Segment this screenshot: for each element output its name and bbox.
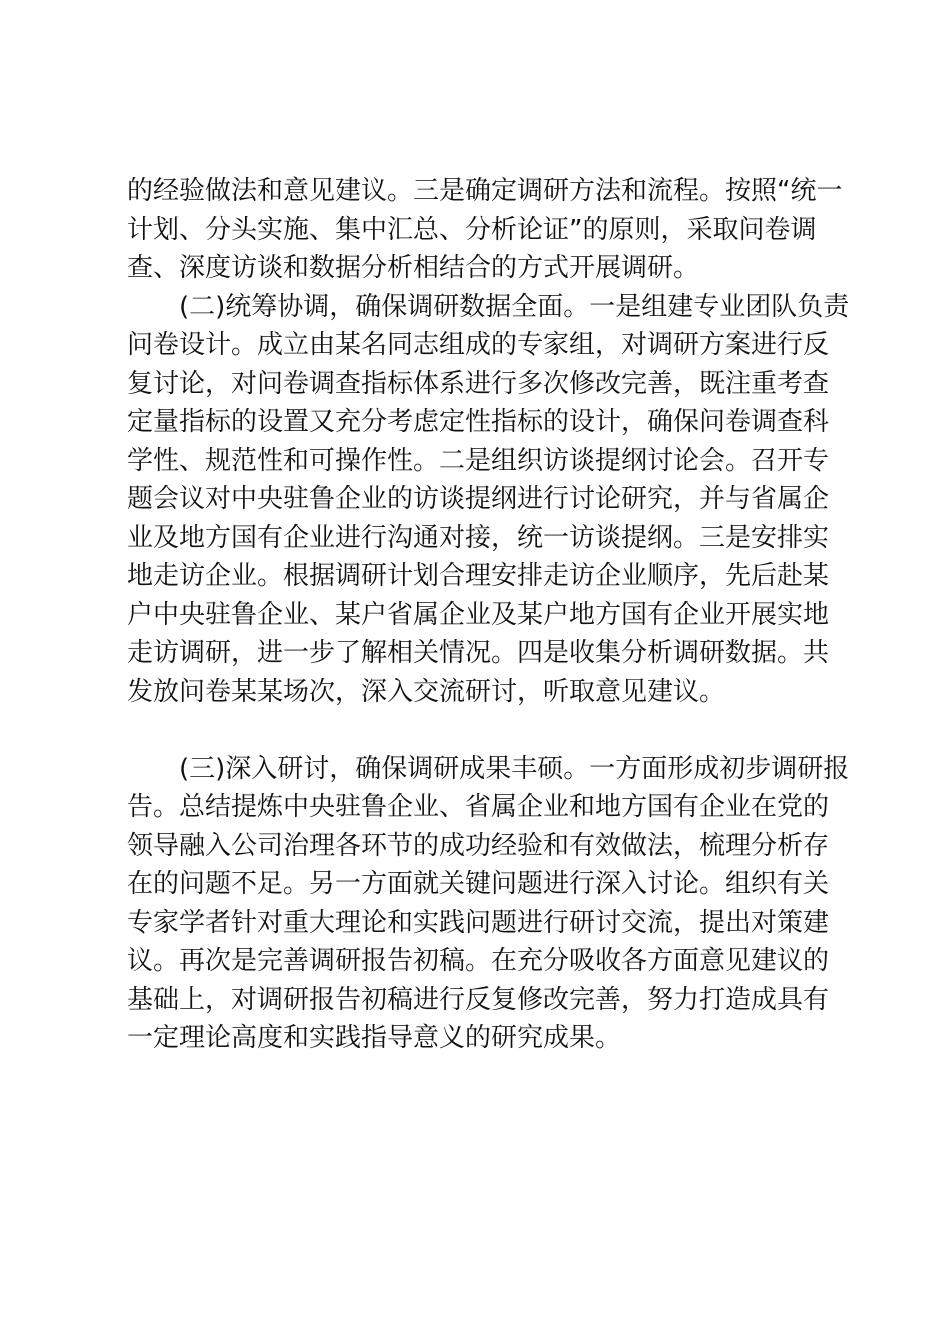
text-line: 查、深度访谈和数据分析相结合的方式开展调研。 <box>127 253 700 283</box>
text-line: (二)统筹协调，确保调研数据全面。一是组建专业团队负责 <box>179 291 850 322</box>
text-line: 走访调研，进一步了解相关情况。四是收集分析调研数据。共 <box>127 638 830 668</box>
text-line: 计划、分头实施、集中汇总、分析论证”的原则，采取问卷调 <box>127 214 817 245</box>
text-line: 问卷设计。成立由某名同志组成的专家组，对调研方案进行反 <box>127 330 830 360</box>
text-line: 学性、规范性和可操作性。二是组织访谈提纲讨论会。召开专 <box>127 445 830 476</box>
text-line: 在的问题不足。另一方面就关键问题进行深入讨论。组织有关 <box>127 869 830 899</box>
text-line: 业及地方国有企业进行沟通对接，统一访谈提纲。三是安排实 <box>127 522 830 553</box>
text-line: 户中央驻鲁企业、某户省属企业及某户地方国有企业开展实地 <box>127 599 830 630</box>
text-line: 一定理论高度和实践指导意义的研究成果。 <box>127 1023 622 1053</box>
text-line: 告。总结提炼中央驻鲁企业、省属企业和地方国有企业在党的 <box>127 792 830 822</box>
text-line: 地走访企业。根据调研计划合理安排走访企业顺序，先后赴某 <box>127 561 830 591</box>
text-line: 的经验做法和意见建议。三是确定调研方法和流程。按照“统一 <box>127 176 843 206</box>
text-line: (三)深入研讨，确保调研成果丰硕。一方面形成初步调研报 <box>179 753 850 784</box>
text-line: 专家学者针对重大理论和实践问题进行研讨交流，提出对策建 <box>127 907 830 938</box>
text-line: 发放问卷某某场次，深入交流研讨，听取意见建议。 <box>127 676 726 707</box>
text-line: 题会议对中央驻鲁企业的访谈提纲进行讨论研究，并与省属企 <box>127 484 830 514</box>
text-line: 定量指标的设置又充分考虑定性指标的设计，确保问卷调查科 <box>127 407 830 437</box>
text-line <box>127 711 827 750</box>
text-line: 议。再次是完善调研报告初稿。在充分吸收各方面意见建议的 <box>127 946 830 976</box>
paragraph-continuation <box>127 172 843 288</box>
text-line: 领导融入公司治理各环节的成功经验和有效做法，梳理分析存 <box>127 830 830 861</box>
paragraph-section-2 <box>127 288 850 750</box>
paragraph-section-3 <box>127 750 850 1058</box>
text-line: 基础上，对调研报告初稿进行反复修改完善，努力打造成具有 <box>127 984 830 1015</box>
document-body <box>127 172 850 1058</box>
text-line: 复讨论，对问卷调查指标体系进行多次修改完善，既注重考查 <box>127 368 830 399</box>
